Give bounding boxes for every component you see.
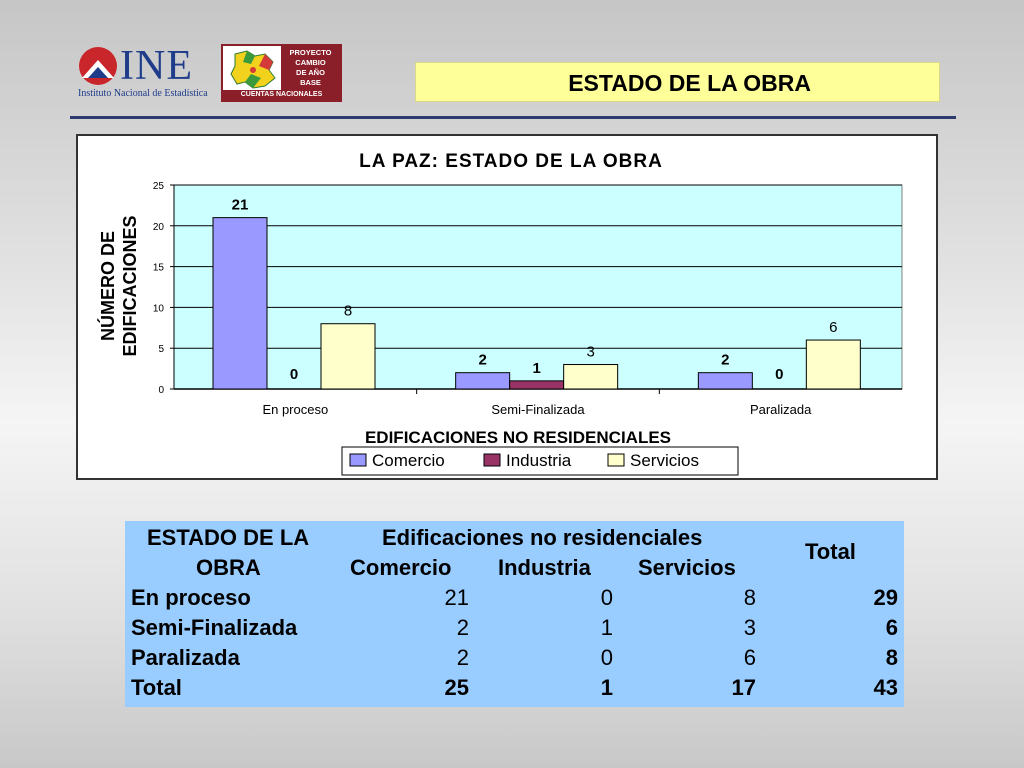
proyecto-text-box xyxy=(281,46,340,92)
chart-container xyxy=(76,134,938,480)
table-header-comercio: Comercio xyxy=(350,555,452,580)
y-tick-label: 25 xyxy=(152,181,164,192)
table-header-group: Edificaciones no residenciales xyxy=(382,525,703,550)
cell-total: 29 xyxy=(873,585,898,610)
ine-logo-icon xyxy=(78,46,118,86)
table-header-total: Total xyxy=(805,539,856,564)
data-label-servicios: 3 xyxy=(586,343,595,361)
legend-label-industria: Industria xyxy=(506,451,572,470)
y-tick-label: 20 xyxy=(152,221,164,233)
data-label-comercio: 2 xyxy=(721,351,730,369)
cell-comercio: 21 xyxy=(444,585,469,610)
cell-servicios: 3 xyxy=(743,615,756,640)
cell-industria: 0 xyxy=(600,585,613,610)
data-label-industria: 0 xyxy=(775,366,784,383)
proyecto-footer: CUENTAS NACIONALES xyxy=(223,90,340,100)
proyecto-logo xyxy=(221,44,342,102)
proyecto-line-1: PROYECTO xyxy=(289,48,332,57)
legend-label-servicios: Servicios xyxy=(630,451,699,470)
ine-subtitle: Instituto Nacional de Estadística xyxy=(78,88,208,99)
data-label-comercio: 2 xyxy=(478,351,487,369)
y-tick-label: 15 xyxy=(152,262,164,274)
bar-comercio xyxy=(698,373,752,389)
legend-swatch-industria xyxy=(484,454,500,466)
table-header-servicios: Servicios xyxy=(638,555,736,580)
y-axis-label-line-1: NÚMERO DE xyxy=(98,230,118,342)
legend-swatch-comercio xyxy=(350,454,366,466)
cell-servicios: 6 xyxy=(743,645,756,670)
y-axis-label-line-2: EDIFICACIONES xyxy=(120,215,140,357)
data-label-servicios: 8 xyxy=(343,302,353,320)
cell-comercio: 2 xyxy=(456,645,469,670)
data-label-servicios: 6 xyxy=(829,319,838,337)
table-header-industria: Industria xyxy=(498,555,591,580)
slide-title: ESTADO DE LA OBRA xyxy=(415,62,940,102)
x-axis-ticks xyxy=(262,389,812,417)
table-header-estado-line-1: ESTADO DE LA xyxy=(147,525,310,550)
x-tick-label: Paralizada xyxy=(749,402,812,417)
proyecto-line-4: BASE xyxy=(300,78,321,87)
ine-logo xyxy=(76,44,206,102)
legend-label-comercio: Comercio xyxy=(372,451,445,470)
proyecto-line-3: DE AÑO xyxy=(296,68,325,77)
bar-servicios xyxy=(564,365,618,389)
row-label: En proceso xyxy=(131,585,251,610)
bar-comercio xyxy=(456,373,510,389)
legend-swatch-servicios xyxy=(608,454,624,466)
data-label-industria: 1 xyxy=(532,359,541,377)
cell-industria: 0 xyxy=(600,645,613,670)
data-label-industria: 0 xyxy=(289,366,299,383)
x-axis-label: EDIFICACIONES NO RESIDENCIALES xyxy=(364,428,672,447)
plot-area xyxy=(174,185,902,389)
cell-total: 6 xyxy=(885,615,898,640)
bolivia-map-icon xyxy=(225,48,281,92)
cell-industria: 1 xyxy=(600,675,613,700)
data-table xyxy=(125,521,904,707)
y-tick-label: 0 xyxy=(158,385,164,396)
proyecto-line-2: CAMBIO xyxy=(295,58,326,67)
row-label: Total xyxy=(131,675,182,700)
chart-title: LA PAZ: ESTADO DE LA OBRA xyxy=(359,151,663,172)
cell-industria: 1 xyxy=(600,615,613,640)
row-label: Semi-Finalizada xyxy=(131,615,298,640)
row-label: Paralizada xyxy=(131,645,240,670)
x-tick-label: En proceso xyxy=(262,402,329,417)
cell-servicios: 8 xyxy=(743,585,756,610)
x-tick-label: Semi-Finalizada xyxy=(491,402,585,417)
cell-comercio: 2 xyxy=(456,615,469,640)
bar-servicios xyxy=(806,340,860,389)
y-tick-label: 5 xyxy=(158,344,164,356)
bar-industria xyxy=(510,381,564,389)
bar-chart xyxy=(78,136,936,478)
bar-comercio xyxy=(213,218,267,389)
cell-total: 43 xyxy=(873,675,898,700)
cell-total: 8 xyxy=(885,645,898,670)
data-label-comercio: 21 xyxy=(231,196,249,214)
y-tick-label: 10 xyxy=(152,303,164,315)
header-divider xyxy=(70,116,956,119)
bar-servicios xyxy=(321,324,375,389)
cell-comercio: 25 xyxy=(444,675,469,700)
table-header-estado-line-2: OBRA xyxy=(196,555,261,580)
ine-logo-text: INE xyxy=(120,43,193,89)
cell-servicios: 17 xyxy=(731,675,756,700)
legend xyxy=(342,447,738,475)
